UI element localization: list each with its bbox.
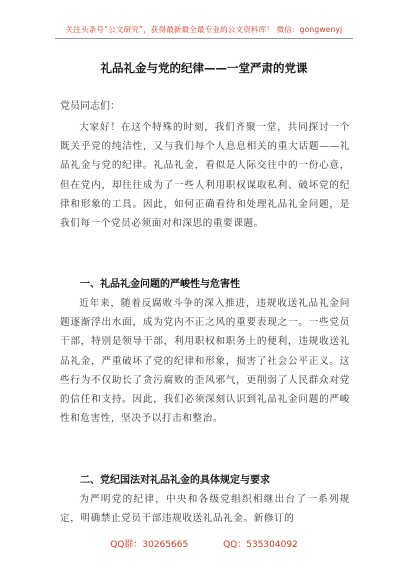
footer-qq-group: QQ群：30265665 <box>110 540 189 550</box>
section-heading-2: 二、党纪国法对礼品礼金的具体规定与要求 <box>80 475 270 486</box>
salutation: 党员同志们： <box>60 101 120 112</box>
paragraph-section-1: 近年来，随着反腐败斗争的深入推进，违规收送礼品礼金问题逐渐浮出水面，成为党内不正之风的重要表现之一。一些党员干部，特别是领导干部，利用职权和职务上的便利，违规收送礼品礼金，严重破坏了党的纪律和形象，损害了社会公平正义。这些行为不仅助长了贪污腐败的歪风邪气，更削弱了人民群众对党的信任和支持。因此，我们必须深刻认识到礼品礼金问题的严峻性和危害性，坚决予以打击和整治。 <box>60 298 350 425</box>
header-divider <box>55 38 353 39</box>
footer-qq: QQ：535304092 <box>223 540 298 550</box>
header-promo-note: 关注头条号“公文研究”，获得最新最全最专业的公文资料库！ 微信：gongwenyj <box>65 25 343 34</box>
paragraph-intro: 大家好！在这个特殊的时刻，我们齐聚一堂，共同探讨一个既关乎党的纯洁性，又与我们每个人息息相关的重大话题——礼品礼金与党的纪律。礼品礼金，看似是人际交往中的一份心意，但在党内，却往往成为了一些人利用职权谋取私利、破坏党的纪律和形象的工具。因此，如何正确看待和处理礼品礼金问题，是我们每一个党员必须面对和深思的重要课题。 <box>60 122 350 230</box>
paragraph-section-2: 为严明党的纪律，中央和各级党组织相继出台了一系列规定，明确禁止党员干部违规收送礼品礼金。新修订的 <box>60 494 350 525</box>
section-heading-1: 一、礼品礼金问题的严峻性与危害性 <box>80 279 240 290</box>
document-title: 礼品礼金与党的纪律——一堂严肃的党课 <box>100 61 308 75</box>
footer-contact <box>0 537 408 550</box>
